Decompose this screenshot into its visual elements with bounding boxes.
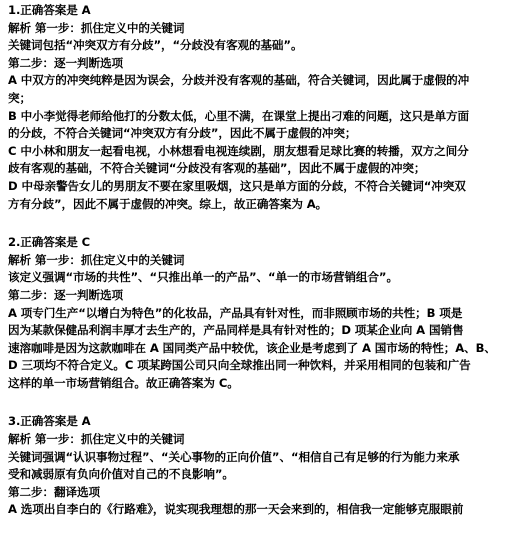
explanation-line: 解析 第一步：抓住定义中的关键词 (8, 20, 185, 35)
explanation-line: A 中双方的冲突纯粹是因为误会，分歧并没有客观的基础，符合关键词，因此属于虚假的冲 (8, 73, 470, 88)
explanation-line: D 三项均不符合定义。C 项某跨国公司只向全球推出同一种饮料，并采用相同的包装和广告 (8, 358, 471, 373)
answer-explanations (8, 2, 517, 519)
explanation-line: C 中小林和朋友一起看电视，小林想看电视连续剧，朋友想看足球比赛的转播，双方之间分 (8, 143, 469, 158)
explanation-line: 因为某款保健品利润丰厚才去生产的，产品同样是具有针对性的；D 项某企业向 A 国销售 (8, 323, 464, 338)
question-3-block (8, 413, 517, 519)
explanation-line: 速溶咖啡是因为这款咖啡在 A 国同类产品中较优，该企业是考虑到了 A 国市场的特性；A、B、 (8, 340, 496, 355)
answer-title: 3.正确答案是 A (8, 414, 91, 429)
spacer (8, 392, 517, 413)
explanation-line: 关键词包括“冲突双方有分歧”，“分歧没有客观的基础”。 (8, 38, 303, 53)
explanation-line: 受和减弱原有负向价值对自己的不良影响”。 (8, 467, 234, 482)
explanation-line: 突； (8, 90, 31, 105)
explanation-line: D 中母亲警告女儿的男朋友不要在家里吸烟，这只是单方面的分歧，不符合关键词“冲突双 (8, 178, 466, 193)
answer-title: 2.正确答案是 C (8, 235, 91, 250)
explanation-line: 这样的单一市场营销组合。故正确答案为 C。 (8, 375, 239, 390)
explanation-line: 的分歧，不符合关键词“冲突双方有分歧”，因此不属于虚假的冲突； (8, 126, 357, 141)
explanation-line: B 中小李觉得老师给他打的分数太低，心里不满，在课堂上提出刁难的问题，这只是单方面 (8, 108, 469, 123)
explanation-line: 第二步：翻译选项 (8, 484, 100, 499)
explanation-line: A 选项出自李白的《行路难》，说实现我理想的那一天会来到的，相信我一定能够克服眼前 (8, 502, 464, 517)
explanation-line: A 项专门生产“以增白为特色”的化妆品，产品具有针对性，而非照顾市场的共性；B 项是 (8, 305, 463, 320)
explanation-line: 该定义强调“市场的共性”、“只推出单一的产品”、“单一的市场营销组合”。 (8, 270, 398, 285)
explanation-line: 解析 第一步：抓住定义中的关键词 (8, 252, 185, 267)
answer-title: 1.正确答案是 A (8, 3, 91, 17)
explanation-line: 方有分歧”，因此不属于虚假的冲突。综上，故正确答案为 A。 (8, 196, 328, 211)
explanation-line: 关键词强调“认识事物过程”、“关心事物的正向价值”、“相信自己有足够的行为能力来承 (8, 449, 460, 464)
explanation-line: 解析 第一步：抓住定义中的关键词 (8, 432, 185, 447)
question-2-block (8, 234, 517, 392)
explanation-line: 第二步：逐一判断选项 (8, 287, 123, 302)
question-1-block (8, 2, 517, 213)
explanation-line: 第二步：逐一判断选项 (8, 55, 123, 70)
spacer (8, 213, 517, 234)
explanation-line: 歧有客观的基础，不符合关键词“分歧没有客观的基础”，因此不属于虚假的冲突； (8, 161, 426, 176)
